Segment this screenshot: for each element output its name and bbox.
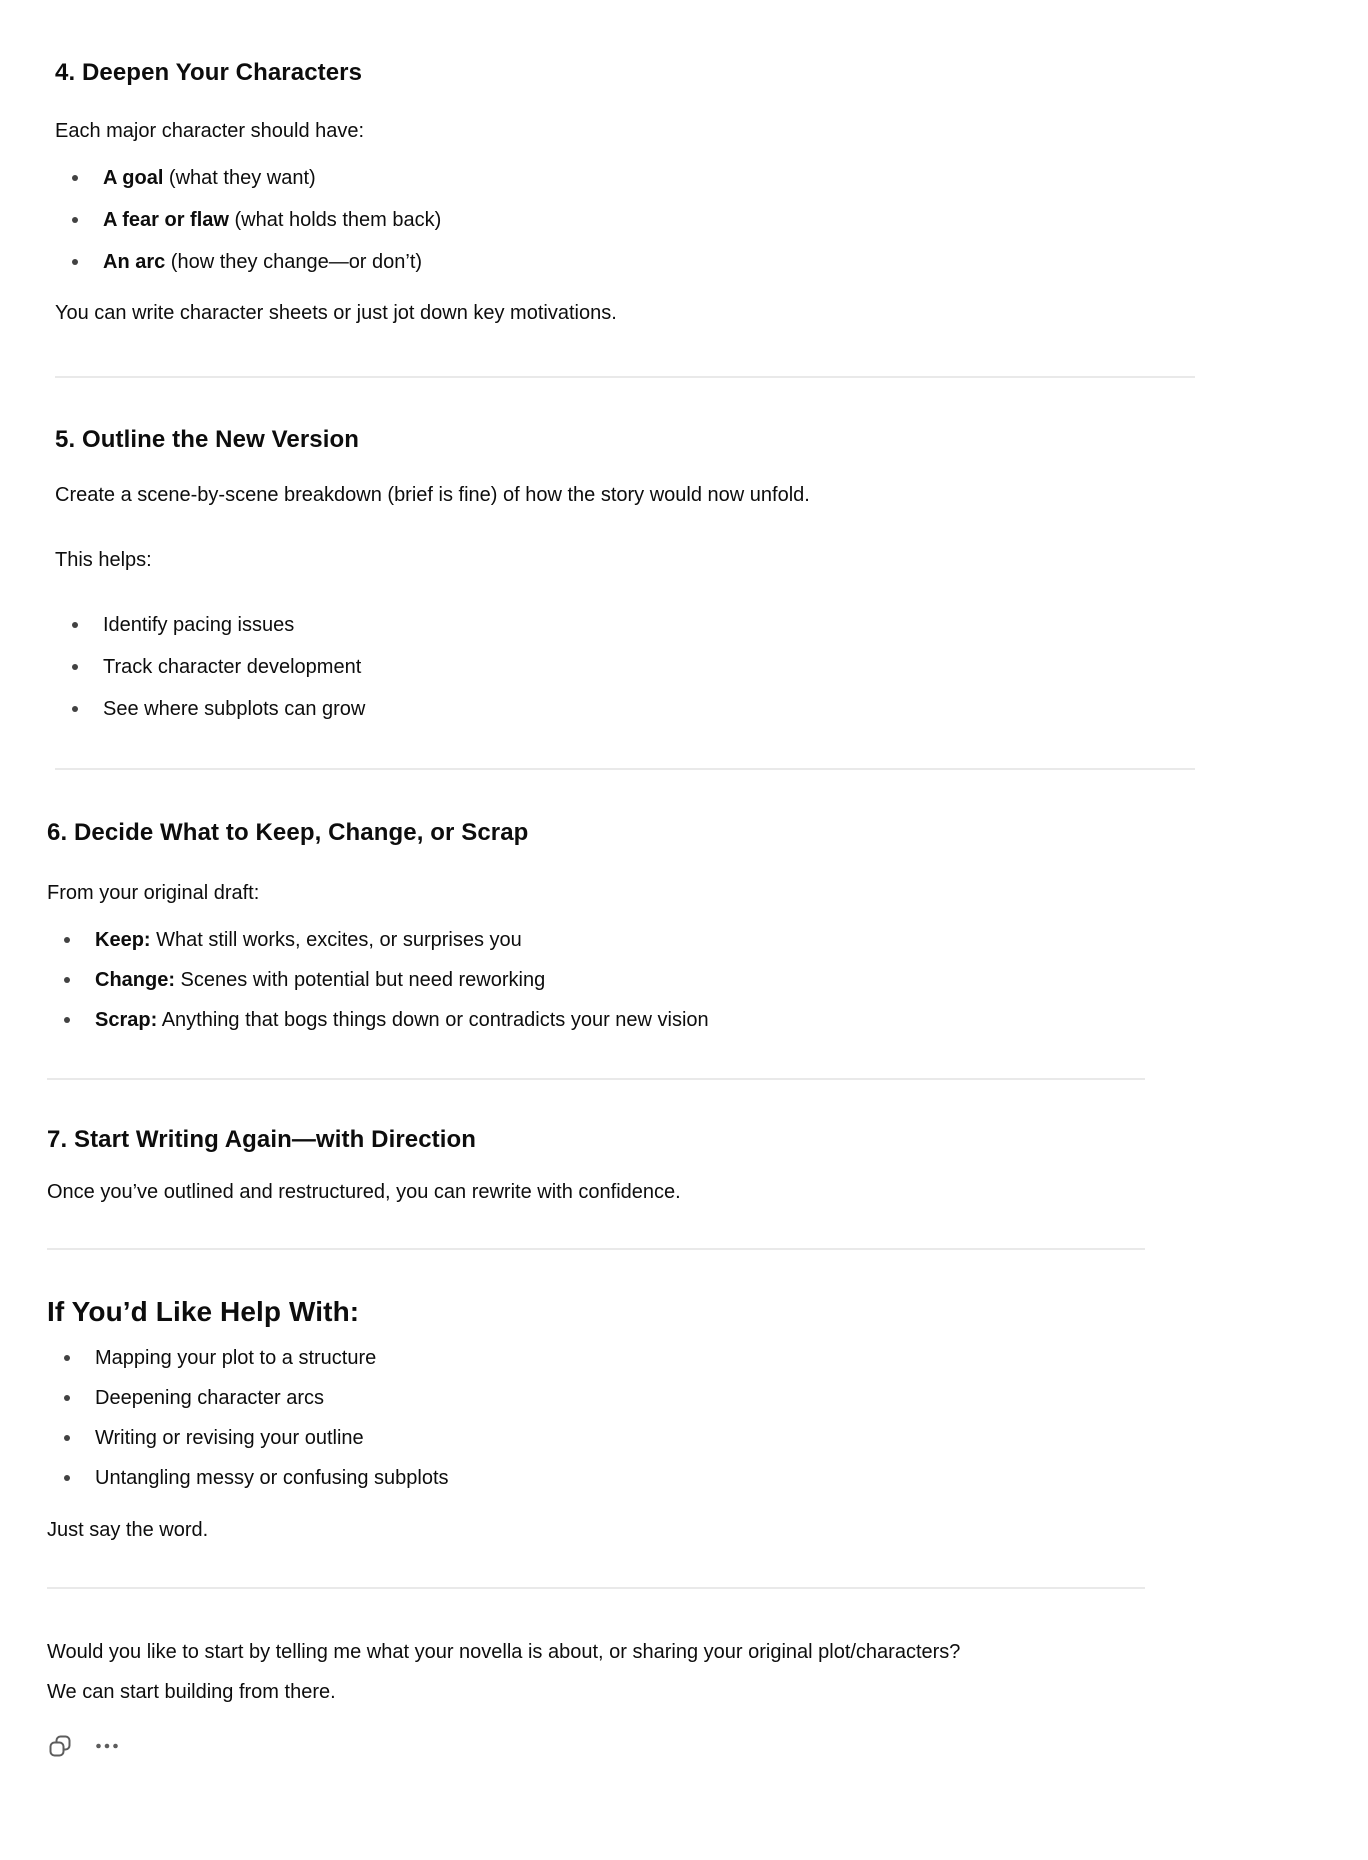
keep-change-scrap-list	[47, 923, 1287, 1037]
section-start-writing-again	[47, 1125, 1287, 1209]
bullet-bold: Scrap:	[95, 1009, 158, 1031]
more-options-button[interactable]	[94, 1733, 120, 1759]
section-divider	[55, 376, 1195, 378]
section-keep-change-scrap	[47, 818, 1287, 1037]
list-item	[55, 245, 1287, 279]
copy-button[interactable]	[47, 1733, 73, 1759]
bullet-bold: A fear or flaw	[103, 209, 229, 231]
heading-outline-new-version: 5. Outline the New Version	[55, 426, 360, 453]
bullet-bold: An arc	[103, 251, 166, 273]
more-options-icon	[94, 1733, 120, 1759]
heading-start-writing-again: 7. Start Writing Again—with Direction	[47, 1126, 477, 1153]
paragraph-original-draft: From your original draft:	[47, 882, 260, 904]
outline-benefits-list	[55, 608, 1287, 726]
closing-paragraph	[47, 1632, 1287, 1712]
bullet-text: (what they want)	[163, 167, 316, 189]
list-item	[55, 161, 1287, 195]
section-divider	[55, 768, 1195, 770]
paragraph-outline-breakdown: Create a scene-by-scene breakdown (brief is fine) of how the story would now unfold.	[55, 484, 810, 506]
bullet-text: What still works, excites, or surprises you	[150, 929, 522, 951]
section-help-with	[47, 1294, 1287, 1547]
list-item	[55, 203, 1287, 237]
bullet-bold: Keep:	[95, 929, 151, 951]
paragraph-just-say-the-word: Just say the word.	[47, 1519, 209, 1541]
list-item	[47, 923, 1287, 957]
message-actions	[47, 1733, 1287, 1759]
bullet-text: Scenes with potential but need reworking	[175, 969, 546, 991]
closing-line-2: We can start building from there.	[47, 1681, 336, 1703]
section-divider	[47, 1248, 1145, 1250]
closing-line-1: Would you like to start by telling me what your novella is about, or sharing your original plot/characters?	[47, 1641, 961, 1663]
list-item: See where subplots can grow	[55, 692, 1287, 726]
bullet-text: (how they change—or don’t)	[165, 251, 423, 273]
heading-keep-change-scrap: 6. Decide What to Keep, Change, or Scrap	[47, 819, 529, 846]
bullet-bold: A goal	[103, 167, 164, 189]
bullet-text: (what holds them back)	[228, 209, 442, 231]
heading-help-with: If You’d Like Help With:	[47, 1296, 360, 1327]
section-outline-new-version	[47, 425, 1287, 726]
list-item: Mapping your plot to a structure	[47, 1341, 1287, 1375]
copy-icon	[47, 1733, 73, 1759]
list-item: Untangling messy or confusing subplots	[47, 1461, 1287, 1495]
paragraph-characters-outro: You can write character sheets or just jot down key motivations.	[55, 302, 617, 324]
help-with-list	[47, 1341, 1287, 1495]
bullet-bold: Change:	[95, 969, 175, 991]
paragraph-this-helps: This helps:	[55, 549, 152, 571]
list-item: Identify pacing issues	[55, 608, 1287, 642]
list-item: Deepening character arcs	[47, 1381, 1287, 1415]
list-item: Writing or revising your outline	[47, 1421, 1287, 1455]
list-item	[47, 963, 1287, 997]
heading-deepen-characters: 4. Deepen Your Characters	[55, 59, 363, 86]
paragraph-characters-intro: Each major character should have:	[55, 120, 365, 142]
section-divider	[47, 1587, 1145, 1589]
section-divider	[47, 1078, 1145, 1080]
paragraph-rewrite-confidence: Once you’ve outlined and restructured, you can rewrite with confidence.	[47, 1181, 681, 1203]
bullet-text: Anything that bogs things down or contradicts your new vision	[157, 1009, 709, 1031]
section-deepen-characters	[47, 58, 1287, 330]
list-item	[47, 1003, 1287, 1037]
characters-bullet-list	[55, 161, 1287, 279]
list-item: Track character development	[55, 650, 1287, 684]
